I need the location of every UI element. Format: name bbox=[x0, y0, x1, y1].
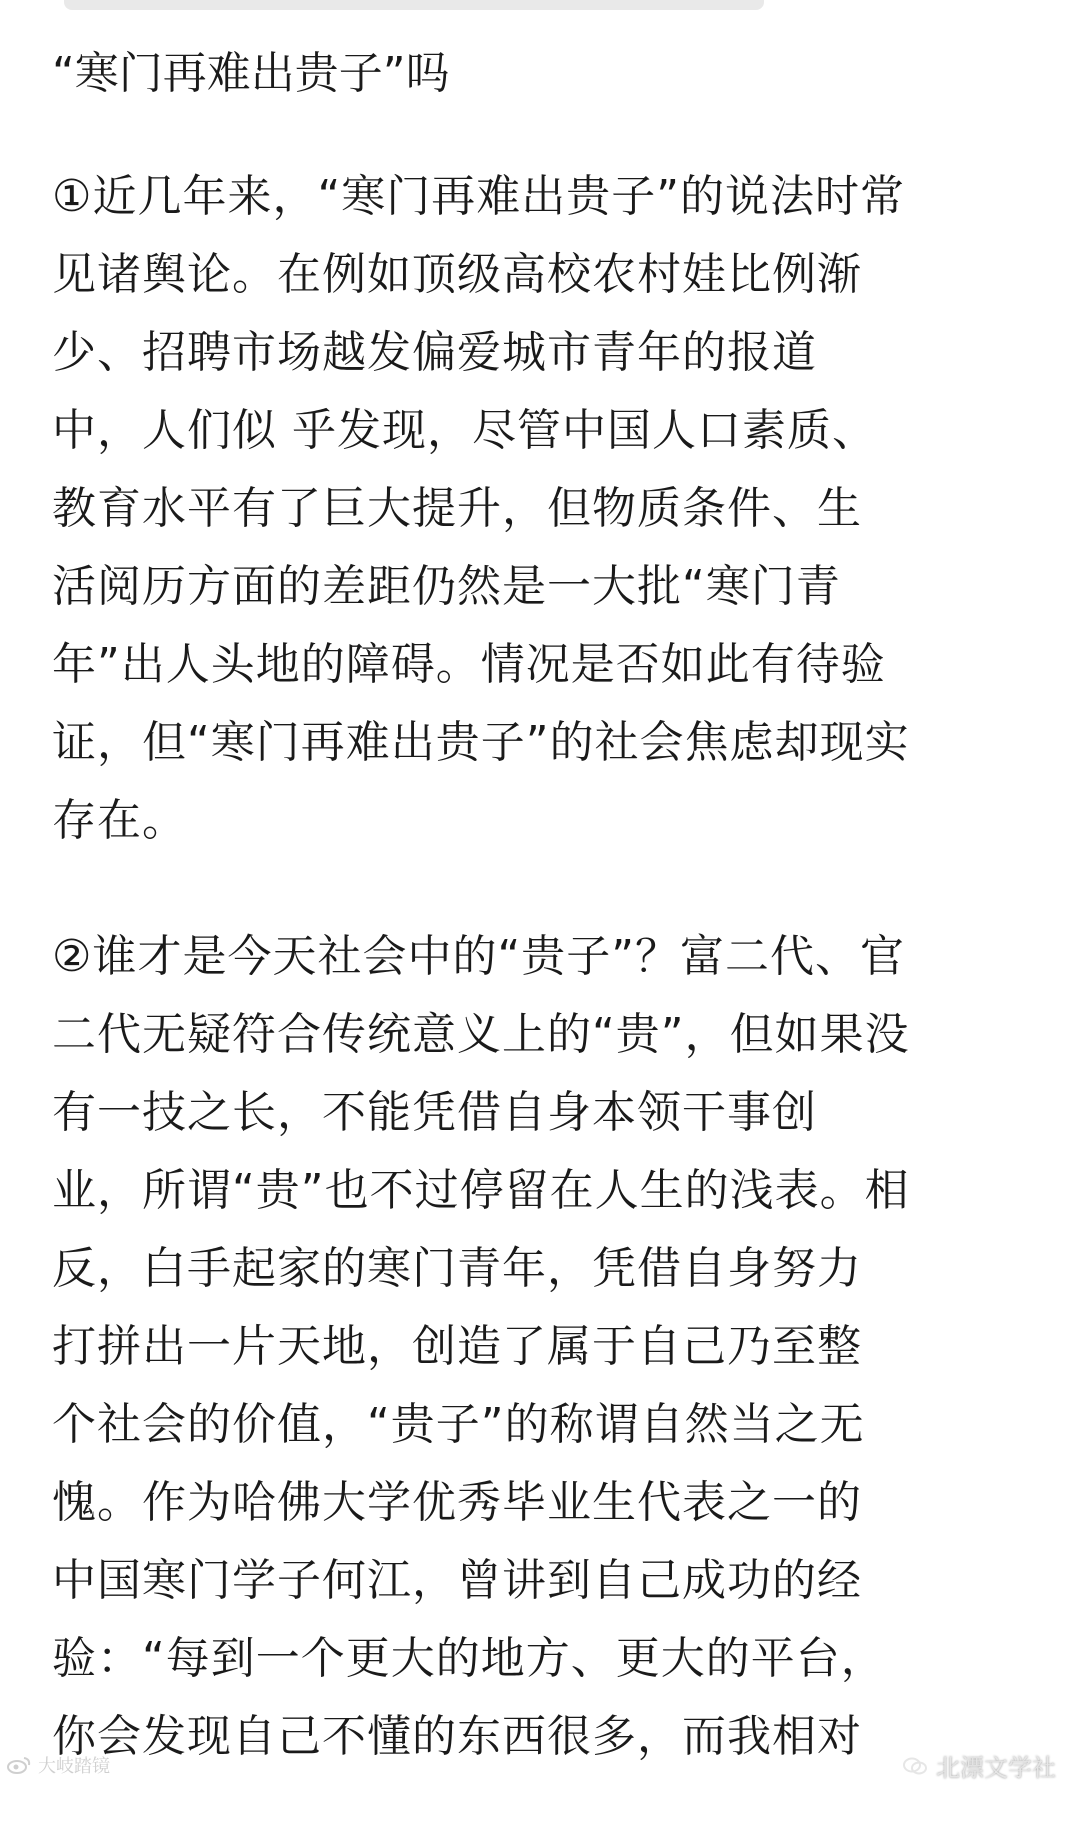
text-line: 业，所谓“贵”也不过停留在人生的浅表。相 bbox=[52, 1165, 910, 1216]
text-line: 活阅历方面的差距仍然是一大批“寒门青 bbox=[52, 561, 841, 612]
text-line: 你会发现自己不懂的东西很多，而我相对 bbox=[52, 1711, 862, 1762]
watermark-left-text: 大岐踏镜 bbox=[38, 1756, 110, 1777]
text-line: 愧。作为哈佛大学优秀毕业生代表之一的 bbox=[52, 1477, 862, 1528]
text-line: ②谁才是今天社会中的“贵子”？富二代、官 bbox=[52, 931, 906, 982]
text-line: 打拼出一片天地，创造了属于自己乃至整 bbox=[52, 1321, 862, 1372]
text-line: 验：“每到一个更大的地方、更大的平台， bbox=[52, 1633, 886, 1684]
weibo-logo-icon bbox=[6, 1755, 32, 1775]
text-line: 个社会的价值，“贵子”的称谓自然当之无 bbox=[52, 1399, 865, 1450]
text-line: 反，白手起家的寒门青年，凭借自身努力 bbox=[52, 1243, 862, 1294]
text-line: 中国寒门学子何江，曾讲到自己成功的经 bbox=[52, 1555, 862, 1606]
text-line: 证，但“寒门再难出贵子”的社会焦虑却现实 bbox=[52, 717, 910, 768]
text-line: 存在。 bbox=[52, 795, 187, 846]
paragraph-1 bbox=[52, 158, 1032, 860]
text-line: ①近几年来，“寒门再难出贵子”的说法时常 bbox=[52, 171, 906, 222]
text-line: 见诸舆论。在例如顶级高校农村娃比例渐 bbox=[52, 249, 862, 300]
text-line: 年”出人头地的障碍。情况是否如此有待验 bbox=[52, 639, 886, 690]
text-line: 二代无疑符合传统意义上的“贵”，但如果没 bbox=[52, 1009, 910, 1060]
watermark-right-text: 北漂文学社 bbox=[936, 1754, 1056, 1782]
text-line: 少、招聘市场越发偏爱城市青年的报道 bbox=[52, 327, 817, 378]
article-title: “寒门再难出贵子”吗 bbox=[52, 48, 450, 99]
text-line: 有一技之长，不能凭借自身本领干事创 bbox=[52, 1087, 817, 1138]
article bbox=[52, 42, 1032, 1834]
watermark-left bbox=[6, 1752, 110, 1778]
watermark-right bbox=[902, 1748, 1056, 1783]
text-line: 中，人们似 乎发现，尽管中国人口素质、 bbox=[52, 405, 877, 456]
text-line: 教育水平有了巨大提升，但物质条件、生 bbox=[52, 483, 862, 534]
paragraph-2 bbox=[52, 918, 1032, 1776]
wechat-logo-icon bbox=[902, 1756, 928, 1776]
top-edge-strip bbox=[64, 0, 764, 10]
